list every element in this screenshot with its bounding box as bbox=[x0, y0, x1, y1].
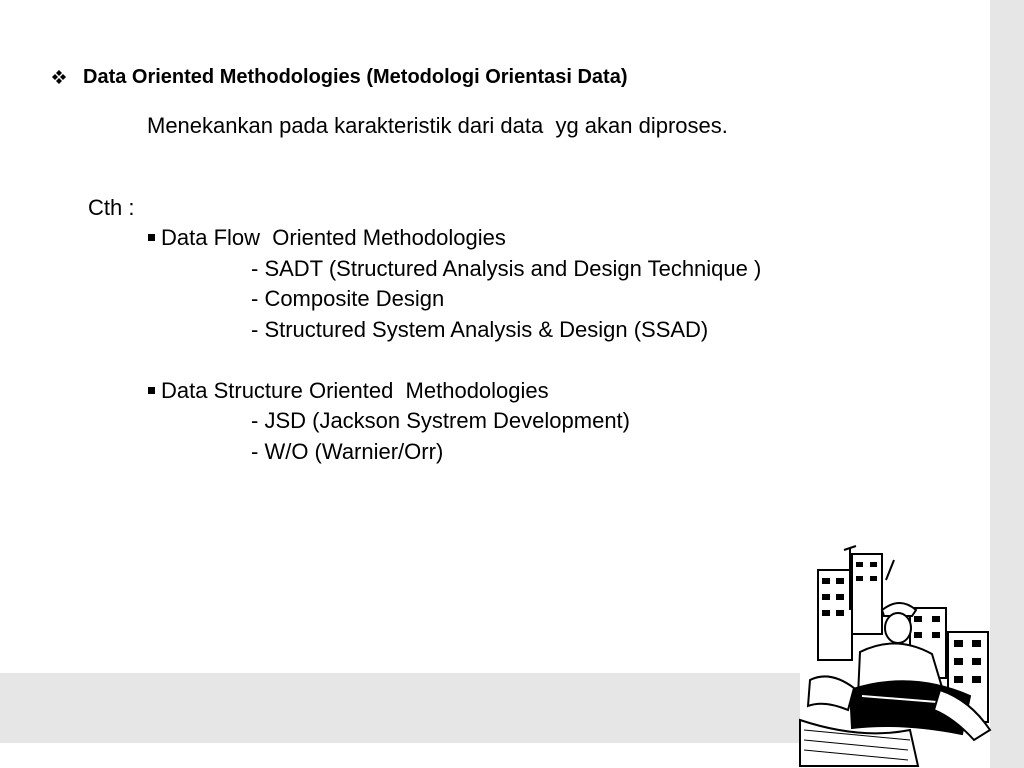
group-heading-label: Data Structure Oriented Methodologies bbox=[161, 378, 549, 403]
bottom-decor-band bbox=[0, 673, 800, 743]
list-item: - Composite Design bbox=[251, 286, 445, 311]
example-label: Cth : bbox=[88, 195, 135, 220]
slide-title: Data Oriented Methodologies (Metodologi Orientasi Data) bbox=[83, 66, 628, 88]
list-item: - JSD (Jackson Systrem Development) bbox=[251, 408, 630, 433]
construction-worker-illustration bbox=[790, 540, 1024, 768]
square-bullet-icon bbox=[148, 234, 155, 241]
description: Menekankan pada karakteristik dari data yg akan diproses. bbox=[147, 113, 728, 138]
four-diamond-bullet-icon bbox=[48, 64, 70, 90]
group-heading-data-flow bbox=[148, 225, 506, 251]
square-bullet-icon bbox=[148, 387, 155, 394]
list-item: - SADT (Structured Analysis and Design Technique ) bbox=[251, 256, 762, 281]
list-item: - W/O (Warnier/Orr) bbox=[251, 439, 444, 464]
group-heading-label: Data Flow Oriented Methodologies bbox=[161, 225, 506, 250]
group-heading-data-structure bbox=[148, 378, 549, 404]
list-item: - Structured System Analysis & Design (SSAD) bbox=[251, 317, 709, 342]
